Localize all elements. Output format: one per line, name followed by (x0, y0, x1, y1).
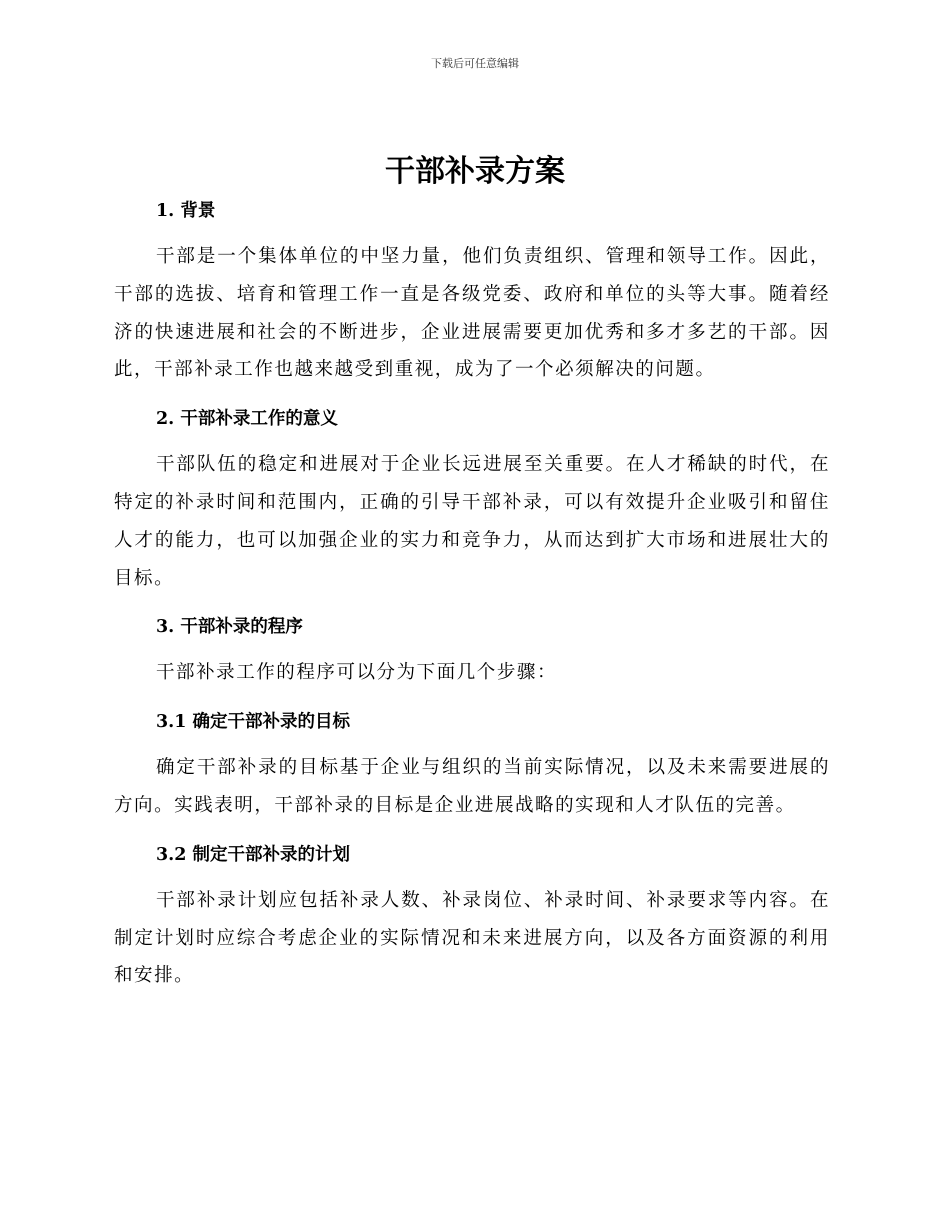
section-heading-significance: 2. 干部补录工作的意义 (156, 409, 338, 430)
section-paragraph-plan: 干部补录计划应包括补录人数、补录岗位、补录时间、补录要求等内容。在制定计划时应综合考虑企业的实际情况和未来进展方向，以及各方面资源的利用和安排。 (114, 889, 830, 987)
section-paragraph-background: 干部是一个集体单位的中坚力量，他们负责组织、管理和领导工作。因此，干部的选拔、培育和管理工作一直是各级党委、政府和单位的头等大事。随着经济的快速进展和社会的不断进步，企业进展需要更加优秀和多才多艺的干部。因此，干部补录工作也越来越受到重视，成为了一个必须解决的问题。 (114, 246, 830, 381)
section-paragraph-procedure: 干部补录工作的程序可以分为下面几个步骤： (156, 662, 558, 684)
section-heading-plan: 3.2 制定干部补录的计划 (156, 844, 351, 865)
section-paragraph-significance: 干部队伍的稳定和进展对于企业长远进展至关重要。在人才稀缺的时代，在特定的补录时间和范围内，正确的引导干部补录，可以有效提升企业吸引和留住人才的能力，也可以加强企业的实力和竞争力，从而达到扩大市场和进展壮大的目标。 (114, 454, 830, 589)
page-header: 下载后可任意编辑 (431, 57, 519, 70)
document-body (114, 196, 830, 995)
section-paragraph-targets: 确定干部补录的目标基于企业与组织的当前实际情况，以及未来需要进展的方向。实践表明，干部补录的目标是企业进展战略的实现和人才队伍的完善。 (114, 757, 830, 816)
section-heading-procedure: 3. 干部补录的程序 (156, 617, 303, 638)
document-title: 干部补录方案 (385, 154, 565, 189)
section-heading-background: 1. 背景 (156, 201, 216, 221)
section-heading-targets: 3.1 确定干部补录的目标 (156, 712, 351, 733)
